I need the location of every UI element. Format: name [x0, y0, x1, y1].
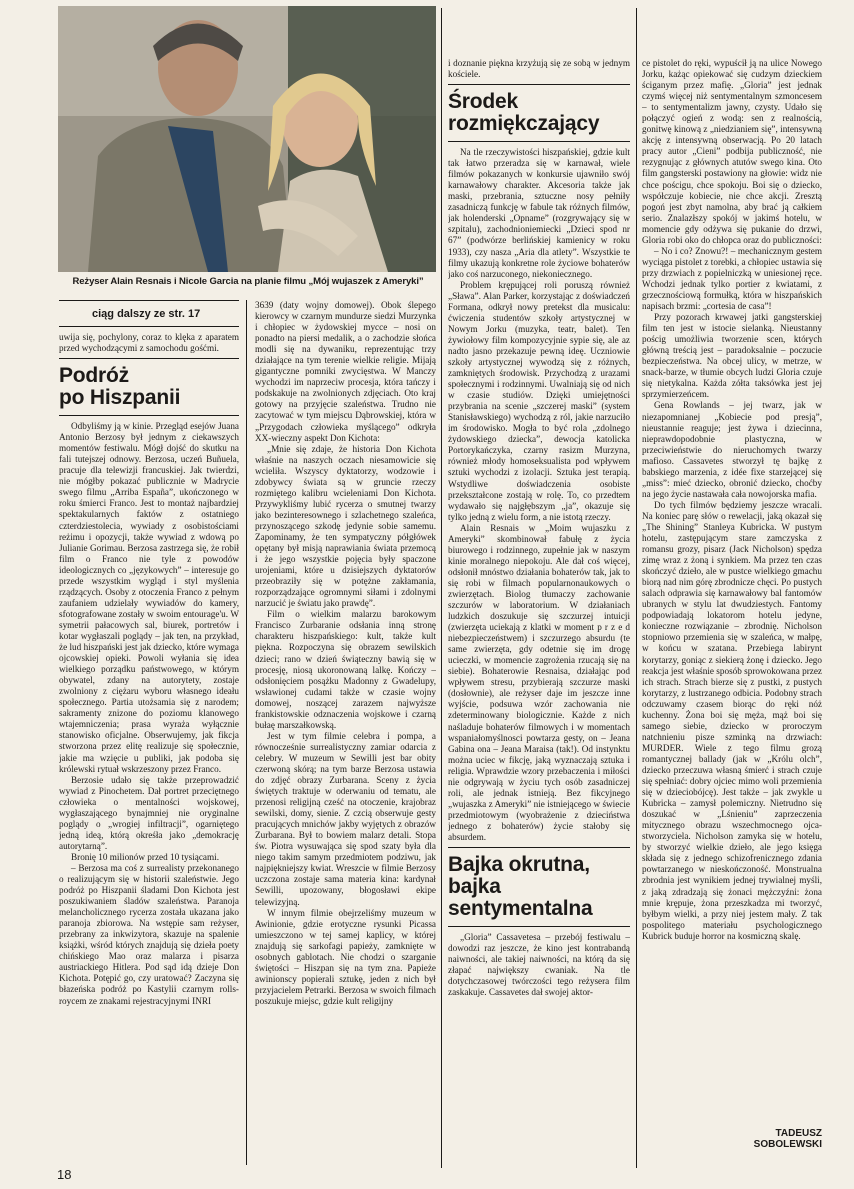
- paragraph: ce pistolet do ręki, wypuścił ją na ulice Nowego Jorku, każąc opiekować się cudzym dzieckiem ściganym przez mafię. „Gloria” jest jednak czymś więcej niż sentymentalnym szmoncesem – to sentymentalizm jawny, czysty. Udało się połączyć ogień z wodą: sen z realnością, gonitwę kinową z „niedzianiem się”, intensywną akcję z intensywną obserwacją. Po 20 latach pracy autor „Cieni” podbija publiczność, nie rezygnując z głównych atutów swego kina. Oto film gangsterski postawiony na głowie: widz nie chce pościgu, chce spokoju. Boi się o dziecko, współczuje kobiecie, nie chce akcji. Zresztą pogoń jest zbyt namolna, aby brać ją całkiem serio. Znalazłszy spokój w jakimś hotelu, w momencie gdy odżywa się pukanie do drzwi, Gloria robi oko do chłopca oraz do publiczności:: [642, 58, 822, 245]
- column-divider: [246, 300, 247, 1165]
- section-rule: [448, 84, 630, 85]
- column-divider: [441, 8, 442, 1168]
- paragraph: Film o wielkim malarzu barokowym Francisco Zurbaranie odsłania inną stronę charakteru hiszpańskiego: kult, także kult piękna. Rozpoczyna się obrazem sewilskich dzieci; rano w dzień świąteczny bawią się w procesję, niosą ukoronowaną lalkę. Kończy – odsłonięciem posążku Madonny z Gwadelupy, wsławionej cudami także w czasie wojny domowej, noszącej zarazem najwyższe frankistowskie odznaczenia wojskowe i czarną bułaę marszałkowską.: [255, 609, 436, 730]
- heading-line: bajka: [448, 875, 501, 899]
- heading-line: Środek: [448, 90, 518, 114]
- paragraph: Do tych filmów będziemy jeszcze wracali. Na koniec parę słów o rewelacji, jaką okazał się „The Shining” Stanleya Kubricka. W pustym hotelu, zastępującym stare zamczyska z romansu grozy, pisarz (Jack Nicholson) spędza zimę wraz z żoną i synkiem. Ma przez ten czas skończyć dzieło, ale w pustce wielkiego gmachu biorą nad nim górę zbrodnicze chęci. Po pustych salach odprawia się karnawałowy bal fantomów ubranych w stylu lat dwudziestych. Fantomy podpowiadają lokatorom hotelu jedyne, konieczne rozwiązanie – zbrodnię. Nicholson stopniowo przemienia się w szaleńca, w małpę, w końcu w szatana. Przebiega labirynt korytarzy, goniąc z siekierą żonę i dziecko. Jego reakcja jest właśnie sposób sprowokowana przez ich strach. Strach bierze się z pustki, z pustych korytarzy, z lustrzanego odbicia. Podobny strach odczuwamy czasem biorąc do ręki nóż kuchenny. Żona boi się męża, mąż boi się samego siebie, dziecko w proroczym natchnieniu pisze szminką na drzwiach: MURDER. Wiele z tego filmu grozą romantycznej ballady (jak w „Królu olch”, dziecko przeczuwa własną śmierć i strach czuje się spełniać: dobry ojciec mimo woli przemienia się w dzieciobójcę). Jest także – jak zwykle u Kubricka – zamysł polemiczny. Nietrudno się doszukać w „Lśnieniu” zaprzeczenia mitycznego obrazu wszechmocnego ojca-stworzyciela. Nicholson zamyka się w hotelu, by stworzyć wielkie dzieło, ale jego księga składa się z jednego schizofrenicznego zdania powtarzanego w nieskończoność. Monstrualna zbrodnia jest wynikiem jednej trywialnej myśli, z jaką zdradzają się żonaci mężczyźni: żona mnie krępuje, żona przeszkadza mi tworzyć, byłbym wielki, a przy niej jestem mały. Z tak pospolitego materiału psychologicznego Kubrick buduje horror na kosmiczną skalę.: [642, 499, 822, 941]
- heading-line: rozmiękczający: [448, 112, 600, 136]
- author-last-name: SOBOLEWSKI: [753, 1139, 822, 1150]
- paragraph: W innym filmie obejrzeliśmy muzeum w Awinionie, gdzie erotyczne rysunki Picassa umieszczono w tej samej kaplicy, w której znajdują się sarkofagi papieży, zamknięte w osobnych gablotach. Nie chodzi o szarganie świętości – Hiszpan się na tym zna. Papieże awinionscy popierali sztukę, jeden z nich był przyjacielem Petrarki. Berzosa w swoich filmach poszukuje miejsc, gdzie kult religijny: [255, 907, 436, 1006]
- section-heading-podroz: [59, 365, 239, 409]
- heading-line: po Hiszpanii: [59, 386, 181, 410]
- paragraph: „Gloria” Cassavetesa – przebój festiwalu – dowodzi raz jeszcze, że kino jest kontrabandą naiwności, ale takiej naiwności, na którą da się złapać największy cwaniak. Na tle dotychczasowej twórczości tego reżysera film zaskakuje. Cassavetes dał swojej aktor-: [448, 932, 630, 998]
- top-rule: [59, 300, 239, 301]
- section-rule: [448, 141, 630, 142]
- paragraph: Odbyliśmy ją w kinie. Przegląd esejów Juana Antonio Berzosy był jednym z ciekawszych momentów festiwalu. Mógł dojść do skutku na fali tutejszej odnowy. Berzosa, uczeń Buñuela, pracuje dla telewizji francuskiej. Jak twierdzi, nie mógłby pokazać publicznie w Madrycie swego filmu „Arriba España”, ukończonego w roku śmierci Franco. Jest to montaż najbardziej spektakularnych faktów z ostatniego czterdziestolecia, wywiady z osobistościami reżimu i opozycji, także wywiad z wdową po Julianie Gorimau. Berzosa zastrzega się, że robił film o Franco nie tyle z powodów ideologicznych co „językowych” – interesuje go przede wszystkim wygląd i styl myślenia rządzących. Osoby z otoczenia Franco z pełnym zaufaniem udzielały wywiadów do kamery, sfotografowane zostały w swoim entourage'u. W symetrii pałacowych sal, biurek, portretów i kotar wygłaszali poglądy – jak ten, na przykład, że lud hiszpański jest jak dziecko, które wymaga ojcowskiej opieki. Powoli wyłania się idea wielkiego porządku państwowego, w którym obywatel, zdany na autorytety, zostaje zwolniony z ciężaru wyboru własnego ideału społecznego. Partia utożsamia się z narodem; sakramenty znizone do poziomu klanowego wtajemniczenia; prasa wyraża wyłącznie stanowisko oficjalne. Obserwujemy, jak fikcja stworzona przez elitę realizuje się społecznie, jakie ma wzięcie u publiki, jak podoba się królewski rytuał wskrzeszony przez Franco.: [59, 421, 239, 774]
- paragraph: Problem krępującej roli poruszą również „Sława”. Alan Parker, korzystając z doświadczeń Formana, odkrył nowy pretekst dla musicalu: ćwiczenia studentów szkoły artystycznej w Nowym Jorku (muzyka, teatr, balet). Ten żywiołowy film kompozycyjnie sypie się, ale az nadto jasno przekazuje pewną ideę. Uczniowie szkoły artystycznej wywodzą się z różnych, zamkniętych środowisk. Przychodzą z urazami społecznymi i rodzinnymi. Uwalniają się od nich w czasie studiów. Dzięki umiejętności przybrania na scenie „szczerej maski” (system Stanisławskiego) wychodzą z ról, jakie narzuciło im środowisko. Mogła to być rola „zdolnego żydowskiego dziecka”, dewocja katolicka Portorykańczyka, czarny rasizm Murzyna, również młody homoseksualista pod wpływem sztuki wychodzi z izolacji. Sztuka jest terapią. Wstydliwe doświadczenia osobiste przekształcone zostają w rolę. To, co przedtem wydawało się najgłębszym „ja”, okazuje się tylko jedną z wielu form, a nie istotą rzeczy.: [448, 279, 630, 522]
- paragraph: 3639 (daty wojny domowej). Obok ślepego kierowcy w czarnym mundurze siedzi Murzynka i chłopiec w żydowskiej mycce – nosi on ponadto na piersi medalik, a o zachodzie słońca modli się na dywaniku, reprezentując trzy działające na tym terenie wielkie religie. Mijają gigantyczne pomniki zwycięstwa. W Manczy wychodzi im naprzeciw procesja, która tańczy i podskakuje na zwolnionych zdjęciach. Oto kraj gotowy na przyjęcie szaleństwa. Trudno nie zacytować w tym miejscu Dąbrowskiej, która w „Przygodach człowieka myślącego” odkryła XX-wieczny aspekt Don Kichota:: [255, 300, 436, 443]
- author-signature: [754, 1128, 822, 1150]
- section-rule: [448, 847, 630, 848]
- column-1: [59, 332, 239, 1162]
- heading-line: sentymentalna: [448, 897, 593, 921]
- section-rule: [448, 926, 630, 927]
- quote-paragraph: „Mnie się zdaje, że historia Don Kichota właśnie na naszych oczach niesamowicie się wcieliła. Wszyscy dyktatorzy, wodzowie i zdobywcy świata są w gruncie rzeczy rozmiętego kalibru wcieleniami Don Kichota. Przywykliśmy lubić rycerza o smutnej twarzy jako bezinteresownego i szlachetnego szaleńca, przynoszącego szkodę jedynie sobie samemu. Zapominamy, że ten sympatyczny półgłówek opętany był misją naprawiania świata przemocą i że jego wszystkie pojęcia były spaczone urojeniami, które u dzisiejszych dyktatorów przeobraziły się w potężne zakłamania, rozporządzające ogromnymi siłami i zdolnymi narzucić je światu jako prawdę”.: [255, 443, 436, 609]
- continuation-note: ciąg dalszy ze str. 17: [92, 308, 201, 320]
- section-rule: [59, 415, 239, 416]
- section-heading-bajka: [448, 854, 630, 920]
- paragraph: Gena Rowlands – jej twarz, jak w niezapomnianej „Kobiecie pod presją”, nieustannie reaguje; jest żywa i dziecinna, nieprawdopodobnie plastyczna, w przeciwieństwie do nieruchomych twarzy mafioso. Cassavetes stworzył tę bajkę z babskiego marzenia, z idée fixe starzejącej się „miss”: mieć dziecko, obronić dziecko, choćby na jego życie nastawała cała nowojorska mafia.: [642, 400, 822, 499]
- paragraph: Na tle rzeczywistości hiszpańskiej, gdzie kult tak łatwo przeradza się w karnawał, wiele filmów pokazanych w konkursie ujawniło swój karnawałowy charakter. Akcesoria także jak maski, przebrania, sztuczne nosy pełniły zasadniczą funkcję w fabule tak różnych filmów, jak holenderski „Opname” (rozgrywający się w szpitalu), zachodnioniemiecki „Dzieci spod nr 67” (podwórze berlińskiej kamienicy w roku 1933), czy nasza „Aria dla atlety”. Wszystkie te filmy ukazują konkretne role życiowe bohaterów jako coś narzuconego, niekoniecznego.: [448, 147, 630, 279]
- paragraph: Alain Resnais w „Moim wujaszku z Ameryki” skombinował fabułę z życia biurowego i rodzinnego, zupełnie jak w naszym kinie moralnego niepokoju. Ale dał coś więcej, odsłonił mnóstwo działania bohaterów tak, jak to się robi w filmach popularnonaukowych o zwierzętach. Biolog tłumaczy zachowanie szczurów w laboratorium. W działaniach ludzkich doszukuje się szczurzej intuicji (zwierzęta uciekają z klatki w moment p r z e d niebezpieczeństwem) i szczurzego absurdu (te same zwierzęta, gdy odetnie się im drogę ucieczki, w momencie zagrożenia rzucają się na siebie). Bohaterowie Resnaisa, działając pod wpływem stresu, przybierają szczurze maski (dosłownie), ale reżyser daje im jeszcze inne wyjście, podsuwa wzór zachowania nie zdeterminowany biologicznie. Każde z nich naśladuje bohaterów filmowych i w momentach wspaniałomyślnosci powtarza gesty, on – Jeana Gabina ona – Jeana Maraisa (tak!). Od instynktu można uciec w fikcję, jaką wyznaczają sztuka i religia. Wprawdzie wzory przebaczenia i miłości nie odgrywają w życiu tych osób zasadniczej roli, ale jednak istnieją. Bez fikcyjnego „wujaszka z Ameryki” nie istniejącego w świecie przedmiotowym (wyobrażenie z dzieciństwa jednego z bohaterów) życie stałoby się absurdem.: [448, 522, 630, 842]
- photo-illustration: [58, 6, 436, 272]
- paragraph: – No i co? Znowu?! – mechanicznym gestem wyciąga pistolet z torebki, a chłopiec ustawia się przy drzwiach z popielniczką w uniesionej ręce. Wchodzi jednak tylko portier z kwiatami, z grzecznościową formułką, która w hiszpańskich napisach brzmi: „cortesia de casa”!: [642, 245, 822, 312]
- paragraph: Bronię 10 milionów przed 10 tysiącami.: [71, 851, 219, 862]
- column-3: [448, 58, 630, 1178]
- column-4: [642, 58, 822, 1178]
- page-number: 18: [57, 1167, 72, 1182]
- column-2: [255, 300, 436, 1160]
- column-divider: [636, 8, 637, 1168]
- section-rule: [59, 358, 239, 359]
- heading-line: Podróż: [59, 364, 129, 388]
- paragraph: Berzosie udało się także przeprowadzić wywiad z Pinochetem. Dał portret przeciętnego człowieka o mentalności wojskowej, wygłaszającego bynajmniej nie oryginalne poglądy o „wrogiej infiltracji”, ogarniętego jedną ideą, którą okreśła jako „demokrację autorytarną”.: [59, 774, 239, 851]
- paragraph: i doznanie piękna krzyżują się ze sobą w jednym kościele.: [448, 58, 630, 80]
- continuation-rule: [59, 326, 239, 327]
- heading-line: Bajka okrutna,: [448, 853, 590, 877]
- paragraph: – Berzosa ma coś z surrealisty przekonanego o realizującym się w historii szaleństwie. Jego podróż po Hiszpanii śladami Don Kichota jest poszukiwaniem śladów szaleństwa. Paranoja melancholicznego rycerza została ukazana jako paranoja zbiorowa. Na wstępie sam reżyser, przebrany za inkwizytora, skazuje na spalenie książki, wśród których znajdują się dzieła poety chińskiego Mao oraz malarza i pisarza austriackiego Hitlera. Pod sąd idą dzieje Don Kichota. Potępić go, czy uratować? Zaczyna się błazeńska podróż po Kastylii czarnym rolls-roycem ze znakami rejestracyjnymi INRI: [59, 862, 239, 1006]
- photo-caption: Reżyser Alain Resnais i Nicole Garcia na planie filmu „Mój wujaszek z Ameryki”: [72, 276, 424, 287]
- paragraph: Przy pozorach krwawej jatki gangsterskiej film ten jest w istocie sielanką. Nieustanny pościg umożliwia tworzenie scen, których główną treścią jest – paradoksalnie – poczucie bezpieczeństwa. Na obcej ulicy, w metrze, w snack-barze, w tłumie obcych ludzi Gloria czuje się nietykalna. Każda zółta taksówka jest jej sprzymierzeńcem.: [642, 312, 822, 400]
- lead-paragraph: uwija się, pochylony, coraz to klęka z aparatem przed wychodzącymi z samochodu gośćmi.: [59, 332, 239, 354]
- section-heading-srodek: [448, 91, 630, 135]
- film-still-photo: [58, 6, 436, 272]
- paragraph: Jest w tym filmie celebra i pompa, a równocześnie surrealistyczny zamiar odarcia z celebry. W muzeum w Sewilli jest bar obity czerwoną skórą; na tym barze Berzosa ustawia do zdjęć obrazy Zurbarana. Sceny z życia świętych traktuje w oderwaniu od tematu, ale przenosi religijną cześć na otoczenie, krajobraz sewilski, domy, sienie. Z czcią obserwuje gesty pracujących mnichów jakby wyjętych z obrazów Zurbarana. Był to bowiem malarz detali. Stopa św. Piotra wysuwająca się spod szaty była dla niego takim samym przedmiotem podziwu, jak najpiękniejszy kwiat. Wreszcie w filmie Berzosy uczczona zostaje sama materia kina: kardynał Sewilli, upozowany, błogosławi ekipe telewizyjną.: [255, 730, 436, 907]
- author-first-name: TADEUSZ: [775, 1128, 822, 1139]
